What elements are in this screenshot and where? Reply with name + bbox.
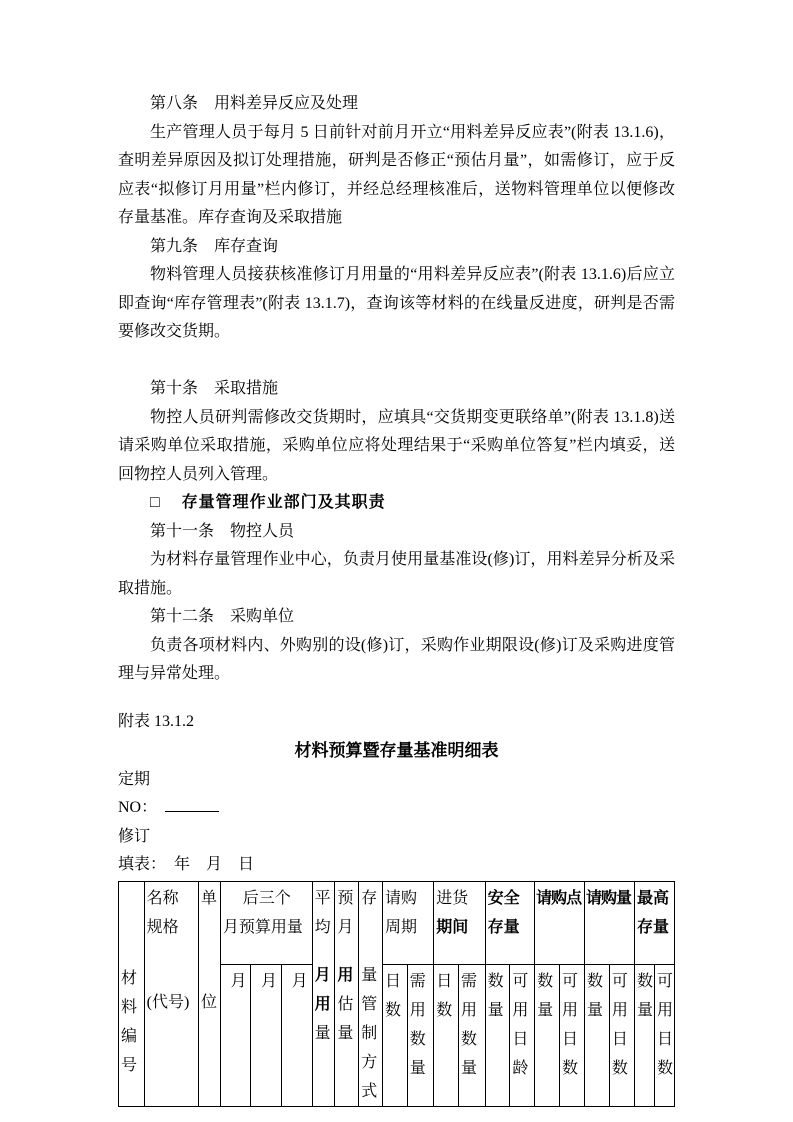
- code-label: (代号): [146, 993, 190, 1011]
- sub-safety-avail-age: 可用日龄: [510, 964, 535, 1106]
- sub-req-point-qty: 数量: [535, 964, 560, 1106]
- article-11-body: 为材料存量管理作业中心，负责月使用量基准设(修)订，用料差异分析及采取措施。: [118, 551, 675, 597]
- incoming-line2: 期间: [436, 918, 469, 936]
- sub-req-point-avail-days: 可用日数: [560, 964, 585, 1106]
- col-incoming-period: [434, 881, 485, 964]
- col-safety-stock: [485, 881, 534, 964]
- dept-section-heading: 存量管理作业部门及其职责: [181, 494, 386, 511]
- col-unit: [199, 881, 221, 1106]
- article-12-heading: 第十二条 采购单位: [150, 608, 295, 625]
- article-10-heading: 第十条 采取措施: [150, 380, 279, 397]
- article-11-heading: 第十一条 物控人员: [150, 522, 295, 540]
- sub-req-cycle-days: 日数: [382, 964, 407, 1106]
- max-stock-label: 最高存量: [636, 889, 669, 936]
- col-material-no-label: 材料编号: [121, 969, 138, 1074]
- req-point-label: 请购点: [536, 889, 582, 907]
- col-req-qty: [584, 881, 634, 964]
- sub-req-qty-qty: 数量: [584, 964, 609, 1106]
- avg-bottom-bold: 月用: [314, 966, 331, 1013]
- no-label: NO：: [118, 799, 158, 816]
- dept-section-line: [118, 489, 675, 518]
- col-budget-header: [220, 881, 312, 964]
- article-9-body: 物料管理人员接获核准修订月用量的“用料差异反应表”(附表 13.1.6)后应立即查询“库存管理表”(附表 13.1.7)，查询该等材料的在线量反进度，研判是否需要修改交货期。: [118, 266, 675, 340]
- col-avg-monthly: [312, 881, 335, 1106]
- sub-incoming-need-qty: 需用数量: [459, 964, 486, 1106]
- col-req-cycle: [382, 881, 433, 964]
- budget-line2: 月预算用量: [222, 918, 303, 936]
- revision-label: 修订: [118, 827, 151, 845]
- avg-top: 平均: [314, 889, 331, 936]
- req-cycle-label: 请购周期: [384, 889, 417, 936]
- unit-label-bottom: 位: [201, 993, 218, 1011]
- article-10-body: 物控人员研判需修改交货期时，应填具“交货期变更联络单”(附表 13.1.8)送请采购单位采取措施，采购单位应将处理结果于“采购单位答复”栏内填妥，送回物控人员列入管理。: [118, 408, 675, 483]
- col-stock-control: [359, 881, 383, 1106]
- ctrl-bottom: 量管制方式: [361, 966, 378, 1100]
- sub-safety-qty: 数量: [485, 964, 510, 1106]
- square-bullet-icon: □: [150, 494, 160, 511]
- unit-label-top: 单: [201, 889, 218, 907]
- col-name-spec: [144, 881, 198, 1106]
- material-budget-table: [118, 881, 675, 1107]
- safety-label: 安全存量: [487, 889, 520, 936]
- article-12-body: 负责各项材料内、外购别的设(修)订，采购作业期限设(修)订及采购进度管理与异常处理。: [118, 636, 675, 682]
- col-material-no: [119, 881, 145, 1106]
- sub-max-avail-days: 可用日数: [654, 964, 674, 1106]
- col-req-point: [535, 881, 585, 964]
- est-bottom-rest: 估量: [337, 995, 354, 1042]
- budget-line1: 后三个: [242, 889, 291, 907]
- col-max-stock: [634, 881, 674, 964]
- spec-label: 规格: [146, 918, 179, 936]
- sub-incoming-days: 日数: [434, 964, 459, 1106]
- sub-month-3: 月: [282, 964, 313, 1106]
- no-line: [118, 794, 675, 823]
- form-title: 材料预算暨存量基准明细表: [294, 741, 499, 760]
- col-est-monthly: [335, 881, 359, 1106]
- avg-bottom-rest: 量: [314, 1024, 331, 1042]
- no-blank-field: [165, 796, 219, 812]
- filled-date-line: 填表： 年 月 日: [118, 856, 255, 873]
- sub-req-qty-avail-days: 可用日数: [609, 964, 634, 1106]
- incoming-line1: 进货: [436, 889, 469, 907]
- sub-month-2: 月: [251, 964, 282, 1106]
- article-8-body: 生产管理人员于每月 5 日前针对前月开立“用料差异反应表”(附表 13.1.6)，查明差异原因及拟订处理措施，研判是否修正“预估月量”，如需修订，应于反应表“拟修订月用量”栏内修订，并经总经理核准后，送物料管理单位以便修改存量基准。库存查询及采取措施: [118, 123, 675, 226]
- est-bottom-bold: 用: [337, 966, 354, 984]
- ctrl-top: 存: [361, 889, 378, 907]
- sub-req-cycle-need-qty: 需用数量: [407, 964, 434, 1106]
- attachment-label: 附表 13.1.2: [118, 712, 195, 730]
- article-9-heading: 第九条 库存查询: [150, 237, 279, 255]
- est-top: 预月: [337, 889, 354, 936]
- sub-month-1: 月: [220, 964, 251, 1106]
- periodic-label: 定期: [118, 770, 151, 788]
- sub-max-qty: 数量: [634, 964, 654, 1106]
- name-label: 名称: [146, 889, 179, 907]
- article-8-heading: 第八条 用料差异反应及处理: [150, 95, 359, 112]
- req-qty-label: 请购量: [585, 889, 631, 907]
